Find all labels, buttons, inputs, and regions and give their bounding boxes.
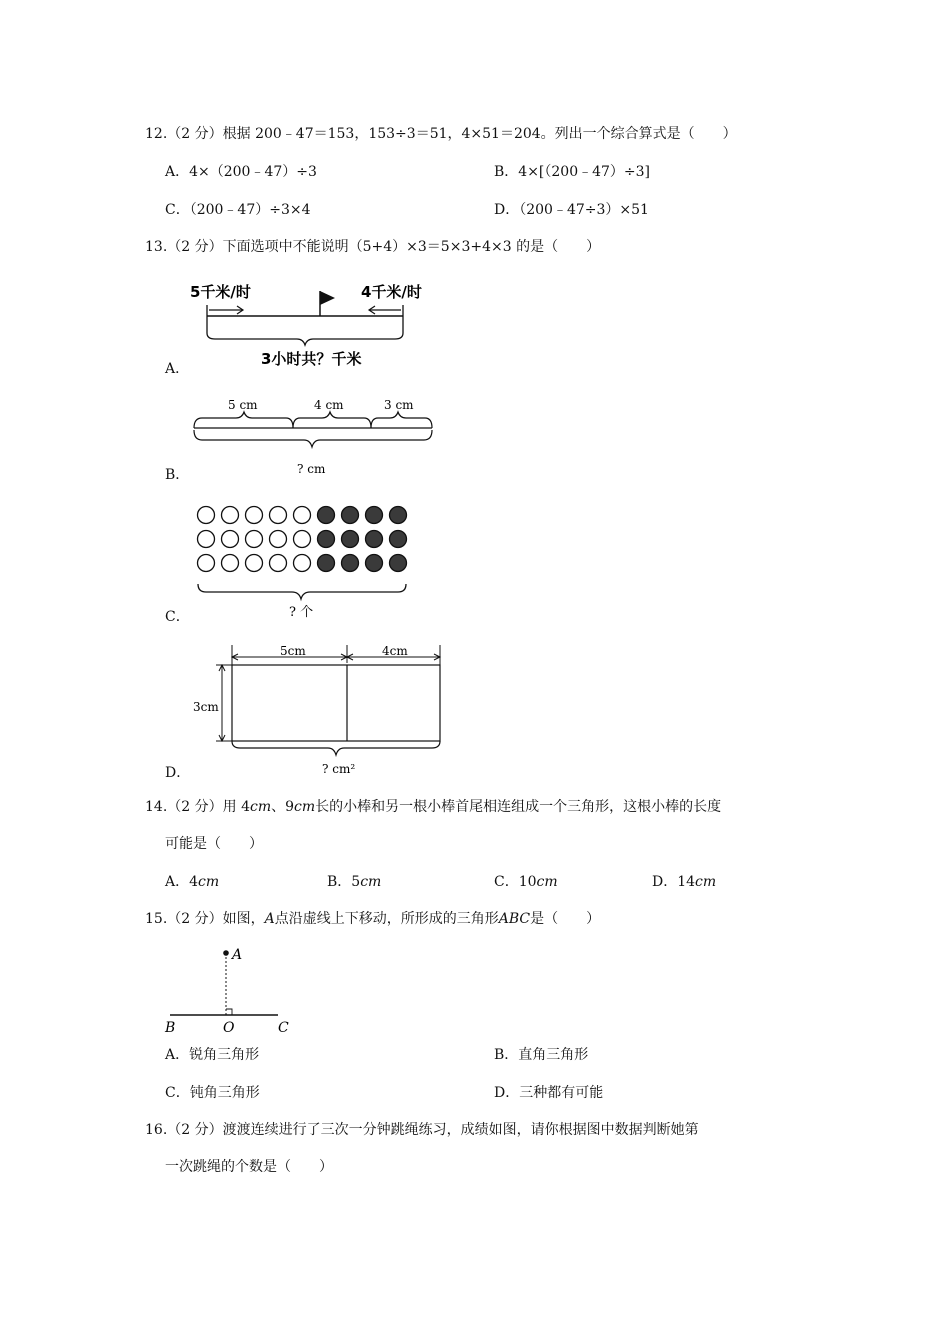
black-dot xyxy=(318,507,335,524)
q14-stem-line2: 可能是（ ） xyxy=(165,836,263,852)
q14-option-b-unit: cm xyxy=(360,874,382,890)
q14-option-a-unit: cm xyxy=(198,874,220,890)
q13-option-a-letter: A． xyxy=(165,361,190,377)
q13-figure-b xyxy=(192,392,437,482)
q13-option-b-letter: B． xyxy=(165,467,190,483)
q14-stem-part2: 、9 xyxy=(271,799,295,815)
white-dot xyxy=(270,555,287,572)
black-dot xyxy=(366,507,383,524)
q13d-top-left-label: 5cm xyxy=(280,644,306,658)
black-dot xyxy=(390,531,407,548)
q15-stem xyxy=(145,909,600,929)
q13d-left-label: 3cm xyxy=(193,700,219,714)
q15-stem-part1: 15.（2 分）如图， xyxy=(145,911,265,927)
q12-option-a: A．4×（200﹣47）÷3 xyxy=(165,164,317,180)
black-dot xyxy=(342,507,359,524)
white-dot xyxy=(222,507,239,524)
q13b-seg1-label: 5 cm xyxy=(228,398,258,412)
q12-option-d: D．（200﹣47÷3）×51 xyxy=(494,202,649,218)
black-dot xyxy=(390,507,407,524)
q13c-dot-grid xyxy=(198,507,407,572)
q15-option-b: B．直角三角形 xyxy=(494,1047,589,1063)
white-dot xyxy=(294,555,311,572)
q13-option-d-letter: D． xyxy=(165,765,191,781)
right-angle-mark xyxy=(226,1009,232,1015)
q13d-bottom-label: ? cm² xyxy=(322,762,356,776)
q14-option-d xyxy=(652,872,716,892)
q13d-rectangle xyxy=(232,665,440,741)
q13a-left-label: 5千米/时 xyxy=(190,283,251,301)
q15-option-a: A．锐角三角形 xyxy=(165,1047,260,1063)
q12-option-c: C．（200﹣47）÷3×4 xyxy=(165,202,311,218)
q14-option-d-text: D．14 xyxy=(652,874,696,890)
q14-unit-1: cm xyxy=(249,799,272,815)
q14-option-a-text: A．4 xyxy=(165,874,199,890)
q15-figure xyxy=(160,940,300,1035)
q13-stem: 13.（2 分）下面选项中不能说明（5+4）×3＝5×3+4×3 的是（ ） xyxy=(145,239,601,255)
label-a: A xyxy=(232,947,243,963)
label-c: C xyxy=(278,1020,289,1036)
q14-option-b xyxy=(327,872,381,892)
white-dot xyxy=(222,531,239,548)
q13d-top-right-label: 4cm xyxy=(382,644,408,658)
black-dot xyxy=(390,555,407,572)
q13c-total-label: ? 个 xyxy=(289,605,314,620)
white-dot xyxy=(198,555,215,572)
q15-point-label: A xyxy=(264,911,275,927)
q13-figure-a xyxy=(185,275,435,370)
white-dot xyxy=(294,507,311,524)
white-dot xyxy=(246,531,263,548)
q14-option-a xyxy=(165,872,219,892)
flag-icon xyxy=(320,291,335,305)
q14-option-b-text: B．5 xyxy=(327,874,361,890)
q14-option-d-unit: cm xyxy=(695,874,717,890)
white-dot xyxy=(246,507,263,524)
q15-stem-part3: 是（ ） xyxy=(530,911,601,927)
white-dot xyxy=(294,531,311,548)
q13a-bottom-label: 3小时共？千米 xyxy=(261,350,362,368)
q14-unit-2: cm xyxy=(294,799,316,815)
white-dot xyxy=(270,507,287,524)
q13b-seg3-label: 3 cm xyxy=(384,398,414,412)
q15-stem-part2: 点沿虚线上下移动，所形成的三角形 xyxy=(274,911,499,927)
q14-stem-part3: 长的小棒和另一根小棒首尾相连组成一个三角形，这根小棒的长度 xyxy=(315,799,722,815)
q14-stem-line1 xyxy=(145,797,721,817)
black-dot xyxy=(342,531,359,548)
q14-option-c-unit: cm xyxy=(536,874,558,890)
white-dot xyxy=(270,531,287,548)
q15-option-d: D．三种都有可能 xyxy=(494,1085,604,1101)
white-dot xyxy=(198,531,215,548)
q15-triangle-label: ABC xyxy=(498,911,531,927)
q13b-seg2-label: 4 cm xyxy=(314,398,344,412)
q13a-right-label: 4千米/时 xyxy=(361,283,422,301)
label-b: B xyxy=(165,1020,176,1036)
black-dot xyxy=(342,555,359,572)
q12-stem: 12.（2 分）根据 200﹣47＝153，153÷3＝51，4×51＝204。列出一个综合算式是（ ） xyxy=(145,126,737,142)
label-o: O xyxy=(223,1020,235,1036)
q13b-total-label: ? cm xyxy=(297,462,326,476)
q14-option-c-text: C．10 xyxy=(494,874,537,890)
white-dot xyxy=(198,507,215,524)
q14-option-c xyxy=(494,872,558,892)
black-dot xyxy=(318,555,335,572)
q13-figure-d xyxy=(192,643,447,778)
q12-option-b: B．4×[（200﹣47）÷3] xyxy=(494,164,651,180)
white-dot xyxy=(246,555,263,572)
q16-stem-line2: 一次跳绳的个数是（ ） xyxy=(165,1159,333,1175)
black-dot xyxy=(366,531,383,548)
q15-option-c: C．钝角三角形 xyxy=(165,1085,260,1101)
q13-option-c-letter: C． xyxy=(165,609,190,625)
white-dot xyxy=(222,555,239,572)
q14-stem-part1: 14.（2 分）用 4 xyxy=(145,799,250,815)
q13-figure-c xyxy=(192,502,417,620)
q16-stem-line1: 16.（2 分）渡渡连续进行了三次一分钟跳绳练习，成绩如图，请你根据图中数据判断她第 xyxy=(145,1122,699,1138)
black-dot xyxy=(318,531,335,548)
black-dot xyxy=(366,555,383,572)
